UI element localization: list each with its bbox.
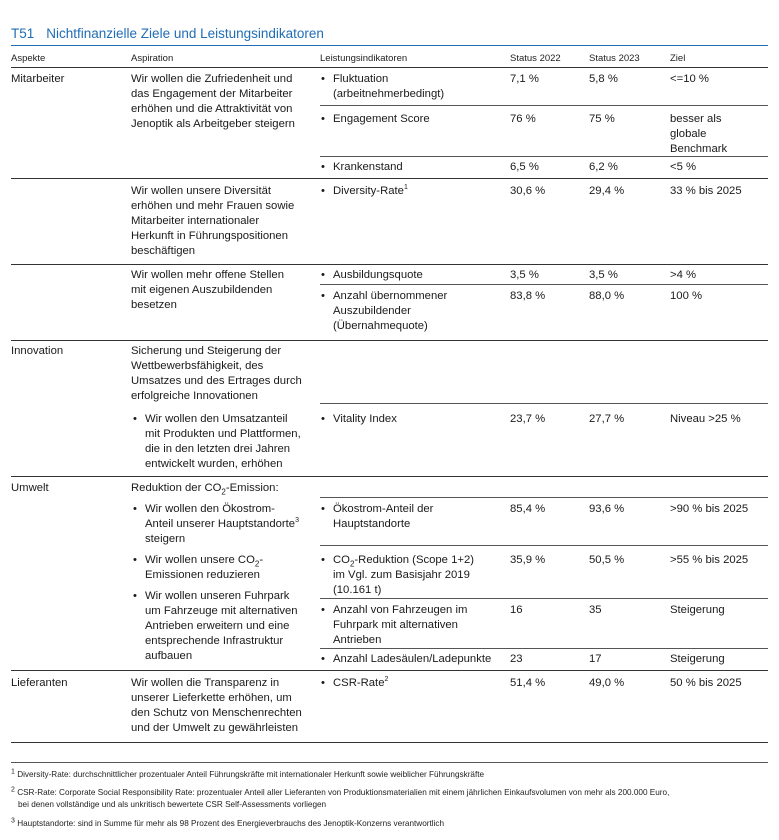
value-2022-diversity: 30,6 % <box>510 185 546 197</box>
row-rule <box>11 476 768 477</box>
row-rule <box>320 403 768 404</box>
aspiration-auszubildende: Wir wollen mehr offene Stellen mit eigenen Auszubildenden besetzen <box>131 269 284 311</box>
value-2023-uebernahme: 88,0 % <box>589 290 625 302</box>
target-krankenstand: <5 % <box>670 161 697 173</box>
kpi-vitality-index: • Vitality Index <box>333 412 397 427</box>
row-rule <box>320 648 768 649</box>
value-2023-engagement: 75 % <box>589 113 615 125</box>
value-2022-ladesaeulen: 23 <box>510 653 523 665</box>
value-2022-engagement: 76 % <box>510 113 536 125</box>
kpi-uebernahme: • Anzahl übernommener Auszubildender (Übernahmequote) <box>333 289 447 334</box>
value-2023-oekostrom: 93,6 % <box>589 503 625 515</box>
header-leistungsindikatoren: Leistungsindikatoren <box>320 53 408 64</box>
value-2023-krankenstand: 6,2 % <box>589 161 618 173</box>
target-vitality: Niveau >25 % <box>670 413 741 425</box>
target-diversity: 33 % bis 2025 <box>670 185 742 197</box>
value-2022-krankenstand: 6,5 % <box>510 161 539 173</box>
value-2023-csr: 49,0 % <box>589 677 625 689</box>
kpi-oekostrom: • Ökostrom-Anteil der Hauptstandorte <box>333 502 433 532</box>
title-rule <box>11 45 768 46</box>
kpi-fahrzeuge: • Anzahl von Fahrzeugen im Fuhrpark mit alternativen Antrieben <box>333 603 467 648</box>
target-ladesaeulen: Steigerung <box>670 653 725 665</box>
value-2023-fahrzeuge: 35 <box>589 604 602 616</box>
value-2022-oekostrom: 85,4 % <box>510 503 546 515</box>
row-rule <box>11 178 768 179</box>
row-label-lieferanten: Lieferanten <box>11 677 68 689</box>
row-rule <box>11 340 768 341</box>
value-2023-co2: 50,5 % <box>589 554 625 566</box>
aspiration-reduktion: Reduktion der $CO_2$-Emission: <box>131 482 279 497</box>
row-rule <box>320 545 768 546</box>
value-2022-co2: 35,9 % <box>510 554 546 566</box>
aspiration-innovation: Sicherung und Steigerung der Wettbewerbsfähigkeit, des Umsatzes und des Ertrages durch erfolgreiche Innovationen <box>131 345 302 402</box>
row-label-innovation: Innovation <box>11 345 64 357</box>
row-rule <box>320 497 768 498</box>
value-2023-ladesaeulen: 17 <box>589 653 602 665</box>
value-2022-uebernahme: 83,8 % <box>510 290 546 302</box>
aspiration-fuhrpark: • Wir wollen unseren Fuhrpark um Fahrzeuge mit alternativen Antrieben erweitern und eine entsprechende Infrastruktur aufbauen <box>145 589 298 664</box>
row-label-mitarbeiter: Mitarbeiter <box>11 73 65 85</box>
kpi-diversity-rate: • Diversity-Rate$^1$ <box>333 184 408 199</box>
target-co2: >55 % bis 2025 <box>670 554 749 566</box>
kpi-krankenstand: • Krankenstand <box>333 160 403 175</box>
footnote-3: $^3$ Hauptstandorte: sind in Summe für mehr als 98 Prozent des Energieverbrauchs des Jenoptik-Konzerns verantwortlich <box>11 817 445 828</box>
table-number: T51 <box>11 26 35 41</box>
aspiration-umsatzanteil: • Wir wollen den Umsatzanteil mit Produkten und Plattformen, die in den letzten drei Jahren entwickelt wurden, erhöhen <box>145 412 301 472</box>
footnote-1: $^1$ Diversity-Rate: durchschnittlicher prozentualer Anteil Führungskräfte mit internationaler Herkunft sowie weiblicher Führungskräfte <box>11 768 485 779</box>
kpi-ladesaeulen: • Anzahl Ladesäulen/Ladepunkte <box>333 652 491 667</box>
target-fahrzeuge: Steigerung <box>670 604 725 616</box>
target-oekostrom: >90 % bis 2025 <box>670 503 749 515</box>
aspiration-diversitaet: Wir wollen unsere Diversität erhöhen und mehr Frauen sowie Mitarbeiter internationaler Herkunft in Führungspositionen beschäftigen <box>131 185 295 257</box>
table-title <box>11 26 324 41</box>
header-aspiration: Aspiration <box>131 53 174 64</box>
target-csr: 50 % bis 2025 <box>670 677 742 689</box>
value-2022-fahrzeuge: 16 <box>510 604 523 616</box>
kpi-fluktuation: • Fluktuation (arbeitnehmerbedingt) <box>333 72 444 102</box>
kpi-engagement: • Engagement Score <box>333 112 430 127</box>
footnote-2: $^2$ CSR-Rate: Corporate Social Responsibility Rate: prozentualer Anteil aller Lieferanten von Produktionsmaterialien mit einem jährlichen Einkaufsvolumen von mehr als 200.000 Euro, bei denen vollständige und als unkritisch bewertete CSR Self-Assessments vorliegen <box>11 786 670 809</box>
row-rule <box>320 598 768 599</box>
row-rule <box>320 284 768 285</box>
aspiration-lieferkette: Wir wollen die Transparenz in unserer Lieferkette erhöhen, um den Schutz von Menschenrechten und der Umwelt zu gewährleisten <box>131 677 302 734</box>
header-aspekte: Aspekte <box>11 53 46 64</box>
row-rule <box>11 670 768 671</box>
value-2023-fluktuation: 5,8 % <box>589 73 618 85</box>
target-engagement: besser als globale Benchmark <box>670 113 728 155</box>
footnote-rule <box>11 762 768 763</box>
target-ausbildung: >4 % <box>670 269 697 281</box>
target-fluktuation: <=10 % <box>670 73 709 85</box>
value-2023-ausbildung: 3,5 % <box>589 269 618 281</box>
value-2023-vitality: 27,7 % <box>589 413 625 425</box>
value-2023-diversity: 29,4 % <box>589 185 625 197</box>
kpi-csr-rate: • CSR-Rate$^2$ <box>333 676 388 691</box>
value-2022-vitality: 23,7 % <box>510 413 546 425</box>
kpi-co2-reduktion: • $CO_2$-Reduktion (Scope 1+2) im Vgl. zum Basisjahr 2019 (10.161 t) <box>333 553 474 598</box>
target-uebernahme: 100 % <box>670 290 703 302</box>
table-bottom-rule <box>11 742 768 743</box>
kpi-ausbildungsquote: • Ausbildungsquote <box>333 268 423 283</box>
row-rule <box>320 156 768 157</box>
row-rule <box>11 264 768 265</box>
aspiration-oekostrom: • Wir wollen den Ökostrom- Anteil unserer Hauptstandorte$^3$ steigern <box>145 502 299 547</box>
value-2022-fluktuation: 7,1 % <box>510 73 539 85</box>
row-rule <box>320 105 768 106</box>
header-rule <box>11 67 768 68</box>
value-2022-csr: 51,4 % <box>510 677 546 689</box>
table-title-text: Nichtfinanzielle Ziele und Leistungsindikatoren <box>46 26 324 41</box>
aspiration-co2: • Wir wollen unsere $CO_2-$ Emissionen reduzieren <box>145 553 263 583</box>
value-2022-ausbildung: 3,5 % <box>510 269 539 281</box>
header-ziel: Ziel <box>670 53 686 64</box>
header-status-2022: Status 2022 <box>510 53 561 64</box>
row-label-umwelt: Umwelt <box>11 482 49 494</box>
header-status-2023: Status 2023 <box>589 53 640 64</box>
aspiration-zufriedenheit: Wir wollen die Zufriedenheit und das Engagement der Mitarbeiter erhöhen und die Attraktivität von Jenoptik als Arbeitgeber steigern <box>131 73 295 130</box>
